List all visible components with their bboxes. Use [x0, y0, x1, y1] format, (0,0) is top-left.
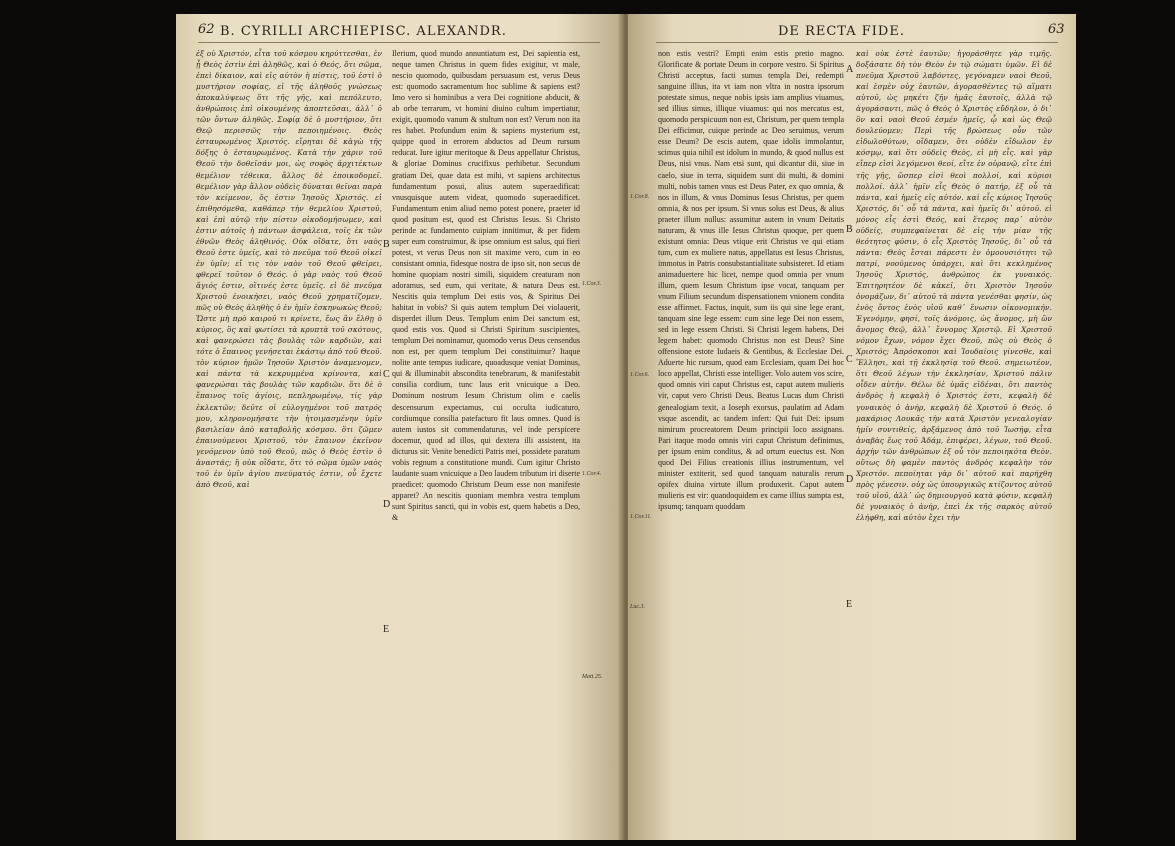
margin-note: Matt.25. — [582, 674, 603, 680]
margin-letter: A — [846, 64, 854, 75]
page-number: 62 — [198, 22, 215, 37]
margin-note: Luc.3. — [630, 604, 645, 610]
book-spread — [176, 14, 1076, 840]
margin-note: 1.Cor.4. — [582, 471, 602, 477]
latin-text: non estis vestri? Empti enim estis pretio magno. Glorificate & portate Deum in corpore vestro. Si Spiritus Christi acceptus, facti sumus templa Dei, redempti sanguine illius, ita vt iam non vltra in nostra ipsorum potestate simus, neque nobis ipsis iam amplius viuamus, sed illius simus, illique viuamus: qui nos mercatus est, quomodo perspicuum non est, Christum, per quem templa Dei efficimur, cuique perinde ac Deo seruimus, verum esse Deum? De escis autem, quae idolis immolantur, scimus quia nihil est idolum in mundo, & quod nullus est Deus, nisi vnus. Nam etsi sunt, qui dicantur dii, siue in caelo, siue in terra, siquidem sunt dii multi, & domini multi, nobis tamen vnus est Deus Pater, ex quo omnia, & nos in illum, & vnus Dominus Iesus Christus, per quem omnia, & nos per ipsum. Si vnus solus est Deus, & alius praeter illum nullus: assumitur autem in vnum Deitatis naturam, & vnus ille Iesus Christus quoque, per quem existunt omnia: Deus vtique erit Christus ve qui etiam tum, cum ex muliere natus, appellatus est Iesus Christus, immotus in Patris consubstantialitate subsisteret. Id etiam animaduertere hic licet, nempe quod omnia per vnum illum, quem Iesum Christum ipse vocat, tanquam per vnum Filium secundum dispensationem vnionem condita esse affirmet. Factus, inquit, sum iis qui sine lege erant, tanquam sine lege essem: cum sine lege Dei non essem, sed in lege essem Christi. Si Christi legem habens, Dei legem habet: quomodo Christus non est Deus? Sine offensione estote Iudaeis & Gentibus, & Ecclesiae Dei. Aduerte hic rursum, quod eam Ecclesiam, quam Dei hoc loco appellat, Christi esse intelliger. Volo autem vos scire, quod omnis viri caput Christus est, caput autem mulieris vir, caput vero Christi Deus. Beatus Lucas dum Christi genealogiam texit, a Ioseph exorsus, paulatim ad Adam vsque ascendit, ac tandem infert: Qui fuit Dei: ipsum nimirum procreatorem Deum principii loco assignans. Pari itaque modo omnis viri caput Christum definimus, per ipsum enim conditus, & ad ortum euectus est. Non quod Dei Filius creationis illius instrumentum, vel minister extiterit, sed quod tanquam naturalis rerum opifex diuina virtute illum produxerit. Caput autem mulieris est vir: quandoquidem ex carne illius sumpta est, ipsumq; tanquam quoddam — [658, 49, 844, 511]
latin-column — [658, 48, 844, 828]
margin-letter: D — [846, 474, 854, 485]
margin-letter: D — [383, 499, 391, 510]
margin-letter: C — [846, 354, 853, 365]
margin-note: 1.Cor.11. — [630, 514, 652, 520]
margin-letter: C — [383, 369, 390, 380]
margin-letter: B — [846, 224, 853, 235]
greek-column — [856, 48, 1052, 828]
running-head: DE RECTA FIDE. — [778, 24, 905, 39]
header-rule — [198, 42, 600, 43]
margin-letter: E — [846, 599, 853, 610]
margin-letter: B — [383, 239, 390, 250]
margin-letter: E — [383, 624, 390, 635]
page-number: 63 — [1048, 22, 1065, 37]
right-page — [628, 14, 1076, 840]
header-rule — [656, 42, 1058, 43]
running-head: B. CYRILLI ARCHIEPISC. ALEXANDR. — [220, 24, 507, 39]
greek-column — [196, 48, 382, 828]
greek-text: καὶ οὐκ ἐστὲ ἑαυτῶν; ἠγοράσθητε γὰρ τιμῆς. δοξάσατε δὴ τὸν Θεὸν ἐν τῷ σώματι ὑμῶν. Εἰ δὲ πνεῦμα Χριστοῦ λαβόντες, γεγόναμεν ναοὶ Θεοῦ, καὶ ἐσμὲν οὐχ ἑαυτῶν, ἀγορασθέντες τῷ αἵματι αὐτοῦ, ὡς μηκέτι ζῆν ἡμᾶς ἑαυτοῖς, ἀλλὰ τῷ ἀγοράσαντι, πῶς ὁ Θεὸς ὁ Χριστὸς εὔδηλον, ὁ δι᾽ ὃν καὶ ναοὶ Θεοῦ ἐσμέν ἡμεῖς, ᾧ καὶ ὡς Θεῷ δουλεύομεν; Περὶ τῆς βρώσεως οὖν τῶν εἰδωλοθύτων, οἴδαμεν, ὅτι οὐδὲν εἴδωλον ἐν κόσμῳ, καὶ ὅτι οὐδεὶς Θεὸς, εἰ μὴ εἷς. καὶ γὰρ εἴπερ εἰσὶ λεγόμενοι θεοί, εἴτε ἐν οὐρανῷ, εἴτε ἐπὶ τῆς γῆς, ὥσπερ εἰσὶ θεοὶ πολλοί, καὶ κύριοι πολλοί. ἀλλ᾽ ἡμῖν εἷς Θεὸς ὁ πατήρ, ἐξ οὗ τὰ πάντα, καὶ ἡμεῖς εἰς αὐτόν. καὶ εἷς κύριος Ἰησοῦς Χριστός, δι᾽ οὗ τὰ πάντα, καὶ ἡμεῖς δι᾽ αὐτοῦ. εἰ μόνος εἷς ἐστὶ Θεός, καὶ ἕτερος παρ᾽ αὐτὸν οὐδείς, συμπεφαίνεται δὲ εἰς τὴν μίαν τῆς θεότητος φύσιν, ὁ εἷς Χριστὸς Ἰησοῦς, δι᾽ οὗ τὰ πάντα: Θεὸς ἔσται πάρεστι ἐν ὁμοουσιότητι τῷ πατρί, νοούμενος ὑπάρχει, καὶ ὅτι κεκλημένος Ἰησοῦς Χριστός, ἀνθρώπος ἐκ γυναικός. Ἐπιτηρητέον δὲ κἀκεῖ, ὅτι Χριστὸν Ἰησοῦν ὀνομάζων, δι᾽ αὐτοῦ τὰ πάντα γενέσθαι φησίν, ὡς ἑνὸς ὄντος ἐνὸς υἱοῦ καθ᾽ ἕνωσιν οἰκονομικήν. Ἐγενόμην, φησί, τοῖς ἀνόμοις, ὡς ἄνομος, μὴ ὢν ἄνομος Θεῷ, ἀλλ᾽ ἔννομος Χριστῷ. Εἰ Χριστοῦ νόμον ἔχων, νόμον ἔχει Θεοῦ, πῶς οὐ Θεὸς ὁ Χριστός; Ἀπρόσκοποι καὶ Ἰουδαίοις γίνεσθε, καὶ Ἕλλησι, καὶ τῇ ἐκκλησίᾳ τοῦ Θεοῦ. σημειωτέον, ὅτι Θεοῦ λέγων τὴν ἐκκλησίαν, Χριστοῦ πάλιν οἶδεν αὐτήν. Θέλω δὲ ὑμᾶς εἰδέναι, ὅτι παντὸς ἀνδρὸς ἡ κεφαλὴ ὁ Χριστός ἐστι, κεφαλὴ δὲ γυναικὸς ὁ ἀνήρ, κεφαλὴ δὲ Χριστοῦ ὁ Θεός. ὁ μακάριος Λουκᾶς τὴν κατὰ Χριστὸν γενεαλογίαν ἡμῖν συντιθείς, ἀρξάμενος ἀπὸ τοῦ Ἰωσήφ, εἶτα ἀναβὰς ἕως τοῦ Ἀδάμ, ἐπιφέρει, λέγων, τοῦ Θεοῦ. ἀρχὴν τῶν ἀνθρώπων ἐξ οὗ τὸν πεποιηκότα Θεὸν. οὕτως δὴ φαμὲν παντὸς ἀνδρὸς κεφαλὴν τὸν Χριστόν. πεποίηται γὰρ δι᾽ αὐτοῦ καὶ παρήχθη πρὸς γένεσιν. οὐχ ὡς ὑπουργικῶς κτίζοντος αὐτοῦ τοῦ υἱοῦ, ἀλλ᾽ ὡς δημιουργοῦ κατὰ φύσιν, κεφαλὴ δὲ γυναικὸς ὁ ἀνήρ, ἐπεὶ ἐκ τῆς σαρκὸς αὐτοῦ ἐλήφθη, καὶ αὐτὸν ἔχει τὴν — [856, 49, 1052, 522]
left-page — [176, 14, 624, 840]
margin-note: 1.Cor.8. — [630, 194, 650, 200]
margin-note: 1.Cor.3. — [582, 281, 602, 287]
latin-column — [392, 48, 580, 828]
greek-text: ἐξ οὐ Χριστόν, εἶτα τοῦ κόσμου κηρύττεσθαι, ἐν ᾗ Θεὸς ἐστὶν ἐπὶ ἀληθῶς, καὶ ὁ Θεός, ὅτι σῶμα, ἐπεὶ δίκαιον, καὶ εἰς αὐτὸν ἡ πίστις, τοῦ ἐστὶ ὁ μυστήριον σοφίας, εἰ τῆς ἀληθοῦς γνώσεως ἀποκαλύψεως ὅτι τῆς γῆς, καὶ πεπόλευτο, ἀνθρώποις ἐπὶ οἰκουμένης ἀποπτεῦσαι, ἀλλ᾽ ὁ τῶν ὄντων ἀληθῶς. Σοφίᾳ δὲ ὁ μυστήριον, ὅτι Θεῷ περισσῶς τὴν πεποιημένοις. Θεὸς ἐσταυρωμένος Χριστός. εἴρηται δὲ κἀγὼ τῆς δόξης ὁ ἐσταυρωμένος. Κατὰ τὴν χάριν τοῦ Θεοῦ τὴν δοθεῖσάν μοι, ὡς σοφὸς ἀρχιτέκτων θεμέλιον τέθεικα, ἄλλος δὲ ἐποικοδομεῖ. θεμέλιον γὰρ ἄλλον οὐδεὶς δύναται θεῖναι παρὰ τὸν κείμενον, ὅς ἐστιν Ἰησοῦς Χριστός. εἰ ἐπιθησόμεθα, καθάπερ τὴν θεμελίου Χριστοῦ, καὶ ἐπὶ αὐτῷ τὴν πίστιν οἰκοδομήσωμεν, καὶ ἐστιν αὐτοῖς ἡ πάντων ἀσφάλεια, τοῖς ἐκ τῶν ἐθνῶν Θεὸς ἀληθινός. Οὐκ οἴδατε, ὅτι ναὸς Θεοῦ ἐστε ὑμεῖς, καὶ τὸ πνεῦμα τοῦ Θεοῦ οἰκεῖ ἐν ὑμῖν; εἴ τις τὸν ναὸν τοῦ Θεοῦ φθείρει, φθερεῖ τοῦτον ὁ Θεός. ὁ γὰρ ναὸς τοῦ Θεοῦ ἅγιός ἐστιν, οἵτινές ἐστε ὑμεῖς. εἰ δὲ πνεῦμα Χριστοῦ ἐνοικήσει, ναὸς Θεοῦ χρηματίζομεν, πῶς οὐ Θεὸς ἀληθὴς ὁ ἐν ἡμῖν ἐσκηνωκὼς Θεοῦ; Ὥστε μὴ πρὸ καιροῦ τι κρίνετε, ἕως ἂν ἔλθῃ ὁ κύριος, ὃς καὶ φωτίσει τὰ κρυπτὰ τοῦ σκότους, καὶ φανερώσει τὰς βουλὰς τῶν καρδιῶν, καὶ τότε ὁ ἔπαινος γενήσεται ἑκάστῳ ἀπὸ τοῦ Θεοῦ. τὸν κύριον ἡμῶν Ἰησοῦν Χριστὸν ἀναμενομεν, καὶ πάντα τὰ κεκρυμμένα κρίνοντα, καὶ φανερώσαι τὰς βουλὰς τῶν καρδιῶν. ὅτι δὲ ὁ ἔπαινος τοῖς ἁγίοις, πεπληρωμένῳ, τίς γὰρ ἐκλεκτῶν; δεῦτε οἱ εὐλογημένοι τοῦ πατρός μου, κληρονομήσατε τὴν ἡτοιμασμένην ὑμῖν βασιλείαν ἀπὸ καταβολῆς κόσμου. ὅτι ζῶμεν ἐπαινούμενοι Χριστοῦ, τὸν ἔπαινον ἐκεῖνον γενόμενον ὑπὸ τοῦ Θεοῦ, πῶς ὁ Θεὸς ἐστὶν ὁ ἀναστάς; ἢ οὐκ οἴδατε, ὅτι τὸ σῶμα ὑμῶν ναὸς τοῦ ἐν ὑμῖν ἁγίου πνεύματός ἐστιν, οὗ ἔχετε ἀπὸ Θεοῦ, καὶ — [196, 49, 382, 489]
margin-note: 1.Cor.6. — [630, 372, 650, 378]
latin-text: Ilerium, quod mundo annuntiatum est, Dei sapientia est, neque tamen Christus in quem fides exigitur, vt male, nescio quomodo, quibusdam persuasum est, verus Deus est: quomodo sacramentum hoc sublime & sapiens est? Imo vero si hominibus a vera Dei cognitione abducit, & ab orbe terrarum, vt homini diuino cultum impertiatur, exigit, quomodo vanum & stultum non est? Verum non ita res habet. Profundum enim & sapiens mysterium est, quippe quod in errorem abductos ad Deum rursum reducat. Iure igitur meritoque & Deus appellatur Christus, & gloriae Dominus crucifixus perhibetur. Secundum gratiam Dei, quae data est mihi, vt sapiens architectus fundamentum posui, alius autem superaedificat: vnusquisque autem videat, quomodo superaedificet. Fundamentum enim aliud nemo potest ponere, praeter id quod positum est, quod est Christus Iesus. Si Christo perinde ac fundamento cuipiam innitimur, & per fidem super eum construimur, & ipse omnium est salus, qui fieri potest, vt verus Deus non sit maxime vero, cum in eo consistant omnia, fidesque nostra de ipso sit, non secus de homine quopiam nostri simili, siquidem creaturam non adoramus, sed eum, qui veritate, & natura Deus est. Nescitis quia templum Dei estis vos, & Spiritus Dei habitat in vobis? Si quis autem templum Dei violauerit, disperdet illum Deus. Templum enim Dei sanctum est, quod estis vos. Quod si Christi Spiritum suscipientes, templum Dei nominamur, quomodo verus Deus censendus non est, per quem templum Dei constituimur? Itaque nolite ante tempus iudicare, quoadusque veniat Dominus, qui & illuminabit abscondita tenebrarum, & manifestabit consilia cordium, tunc laus erit vnicuique a Deo. Dominum nostrum Iesum Christum olim e caelis descensurum expectamus, cui occulta iudicaturo, cordiumque consilia patefacturo fit laus omnes. Quod is autem iustos sit commendaturus, vel inde perspicere docemur, quod ad illos, qui dextera illi assistent, ita dicturus sit: Venite benedicti Patris mei, possidete paratum vobis regnum a constitutione mundi. Cum igitur Christo laudante suam vnicuique a Deo laudem tributum iri diserte praedicet: quomodo Christum Deum esse non manifeste apparet? An nescitis quoniam membra vestra templum sunt Spiritus sancti, qui in vobis est, quem habetis a Deo, & — [392, 49, 580, 522]
